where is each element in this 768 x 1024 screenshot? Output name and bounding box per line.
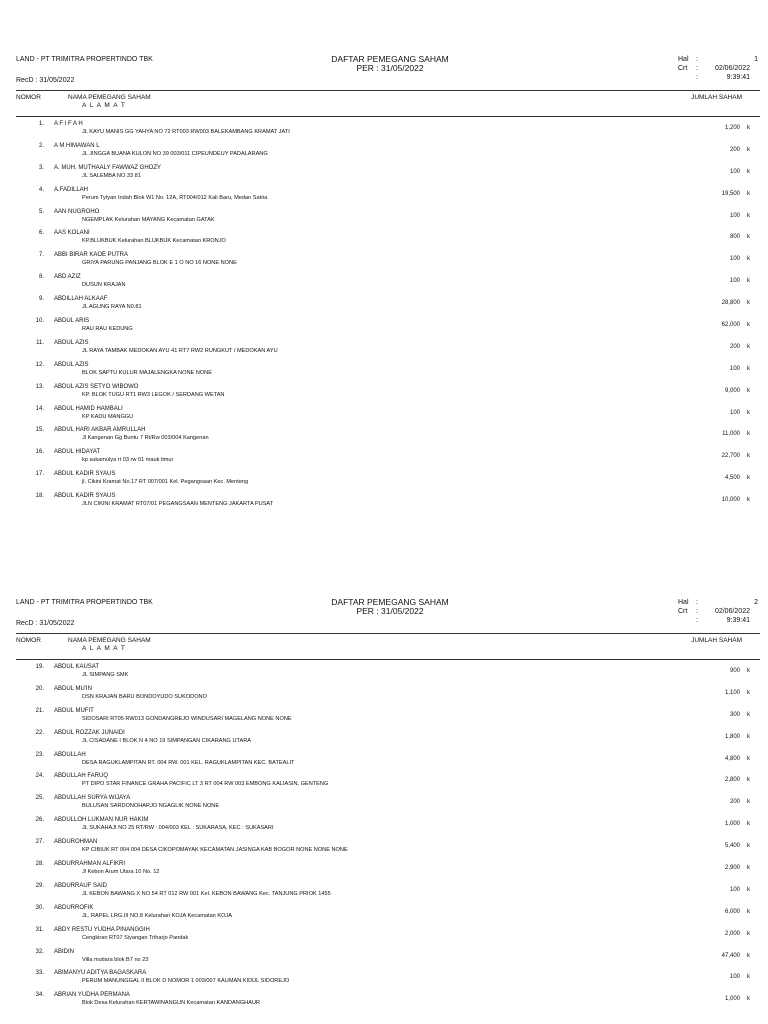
share-quantity: 900 <box>729 668 740 674</box>
shareholder-address: KP.BLUKBUK Kelurahan BLUKBUK Kecamatan KRONJO <box>82 238 226 245</box>
shareholder-name: ABDUROHMAN <box>54 839 98 846</box>
share-quantity: 1,200 <box>724 125 740 131</box>
shareholder-name: ABDUL KAUSAT <box>54 664 100 670</box>
share-quantity: 200 <box>729 799 740 806</box>
share-unit: k <box>747 409 750 416</box>
company-name: LAND - PT TRIMITRA PROPERTINDO TBK <box>16 56 153 63</box>
share-quantity: 47,400 <box>721 952 740 959</box>
share-quantity: 4,800 <box>724 755 740 762</box>
shareholder-name: A F I F A H <box>54 121 83 127</box>
share-quantity: 1,000 <box>724 821 740 828</box>
share-unit: k <box>747 668 750 674</box>
row-number: 2. <box>38 142 44 149</box>
shareholder-address: JL JINGGA BUANA KULON NO 39 003/011 CIPEUNDEUY PADALARANG <box>82 150 268 157</box>
shareholder-list <box>0 116 768 514</box>
row-number: 14. <box>35 405 44 412</box>
table-row <box>0 339 768 361</box>
shareholder-name: ABDURROFIK <box>54 904 94 911</box>
shareholder-name: ABDURRAUF SAID <box>54 882 108 889</box>
row-number: 13. <box>35 383 44 390</box>
shareholder-address: BULUSAN SARDONOHARJO NGAGLIK NONE NONE <box>82 803 220 810</box>
table-row <box>0 383 768 405</box>
share-quantity: 800 <box>729 234 740 241</box>
shareholder-name: ABDUL MUFIT <box>54 707 94 714</box>
shareholder-name: ABDUL AZIS <box>54 361 89 368</box>
shareholder-name: AAN NUGROHO <box>54 208 100 215</box>
share-unit: k <box>747 431 750 438</box>
created-date: 02/06/2022 <box>714 608 750 615</box>
share-unit: k <box>747 755 750 762</box>
crt-colon: : <box>696 65 698 72</box>
time-colon: : <box>696 74 698 81</box>
created-date: 02/06/2022 <box>714 65 750 72</box>
page-number: 2 <box>754 599 758 606</box>
table-row <box>0 794 768 816</box>
row-number: 3. <box>38 164 44 171</box>
row-number: 26. <box>35 817 44 824</box>
table-row <box>0 685 768 707</box>
shareholder-name: ABDUL AZIS SETYO WIBOWO <box>54 383 139 390</box>
crt-label: Crt <box>678 608 688 615</box>
row-number: 24. <box>35 773 44 780</box>
shareholder-address: JL KAYU MANIS GG YAHYA NO 72 RT003 RW003 BALEKAMBANG KRAMAT JATI <box>82 129 290 135</box>
share-quantity: 2,800 <box>724 777 740 784</box>
table-row <box>0 426 768 448</box>
row-number: 19. <box>35 664 44 670</box>
share-quantity: 1,800 <box>724 733 740 740</box>
hal-label: Hal <box>678 56 689 63</box>
shareholder-address: PT DIPO STAR FINANCE GRAHA PACIFIC LT 3 RT 004 RW 003 EMBONG KALIASIN, GENTENG <box>82 781 329 788</box>
row-number: 7. <box>38 252 44 259</box>
hal-label: Hal <box>678 599 689 606</box>
share-quantity: 1,000 <box>724 996 740 1003</box>
shareholder-name: ABDY RESTU YUDHA PINANGGIH <box>54 926 150 933</box>
shareholder-name: ABDULLAH <box>54 751 86 758</box>
shareholder-address: JL AGUNG RAYA N0.81 <box>82 304 142 311</box>
table-row <box>0 729 768 751</box>
shareholder-address: Perum Tytyan Indah Blok W1 No. 12A, RT004/012 Kali Baru, Medan Satria <box>82 194 268 201</box>
table-row <box>0 164 768 186</box>
row-number: 11. <box>36 339 44 346</box>
share-quantity: 100 <box>729 212 740 219</box>
shareholder-name: ABDUL KADIR SYAUS <box>54 471 116 478</box>
table-row <box>0 948 768 970</box>
time-colon: : <box>696 617 698 624</box>
shareholder-address: Villa mutiara blok B7 no 23 <box>82 956 149 963</box>
shareholder-name: ABDUL KADIR SYAUS <box>54 493 116 500</box>
record-date: RecD : 31/05/2022 <box>16 620 75 627</box>
share-quantity: 10,000 <box>721 497 740 504</box>
row-number: 23. <box>35 751 44 758</box>
shareholder-address: JL KEBON BAWANG X NO.54 RT 012 RW 001 Kel. KEBON BAWANG Kec. TANJUNG PRIOK 1455 <box>82 890 331 897</box>
share-unit: k <box>747 125 750 131</box>
share-unit: k <box>747 453 750 460</box>
share-quantity: 100 <box>729 278 740 285</box>
row-number: 33. <box>35 970 44 977</box>
share-quantity: 4,500 <box>724 475 740 482</box>
share-quantity: 1,100 <box>724 689 740 696</box>
report-title <box>290 55 490 73</box>
shareholder-address: JL SALEMBA NO 33 81 <box>82 172 141 179</box>
shareholder-address: JL. RAPEL LRG.III NO.8 Kelurahan KOJA Kecamatan KOJA <box>82 912 232 919</box>
share-quantity: 5,400 <box>724 843 740 850</box>
row-number: 25. <box>35 795 44 802</box>
shareholder-address: JL RAYA TAMBAK MEDOKAN AYU 41 RT7 RW2 RUNGKUT / MEDOKAN AYU <box>82 347 278 354</box>
report-page-1 <box>0 52 768 514</box>
table-row <box>0 208 768 230</box>
row-number: 34. <box>35 992 44 999</box>
share-quantity: 9,000 <box>724 387 740 394</box>
share-quantity: 200 <box>729 343 740 350</box>
table-row <box>0 251 768 273</box>
col-nomor: NOMOR <box>16 637 41 644</box>
shareholder-name: ABDULLAH SURYA WIJAYA <box>54 795 131 802</box>
row-number: 22. <box>35 729 44 736</box>
col-nama: NAMA PEMEGANG SAHAM <box>68 637 151 644</box>
share-unit: k <box>747 190 750 197</box>
shareholder-address: kp sukamulya rt 03 rw 01 mauk timur <box>82 457 174 464</box>
shareholder-name: A M HIMAWAN L <box>54 142 100 149</box>
row-number: 16. <box>35 449 44 456</box>
share-quantity: 22,700 <box>721 453 740 460</box>
column-headers <box>0 90 768 116</box>
table-row <box>0 882 768 904</box>
share-unit: k <box>747 865 750 872</box>
table-row <box>0 295 768 317</box>
share-quantity: 100 <box>729 974 740 981</box>
share-unit: k <box>747 256 750 263</box>
share-unit: k <box>747 365 750 372</box>
shareholder-name: ABDULLAH FARUQ <box>54 773 109 780</box>
hal-colon: : <box>696 599 698 606</box>
shareholder-name: ABDUL HARI AKBAR AMRULLAH <box>54 427 146 434</box>
row-number: 27. <box>35 839 44 846</box>
row-number: 17. <box>35 471 44 478</box>
row-number: 6. <box>38 230 44 237</box>
row-number: 32. <box>35 948 44 955</box>
share-quantity: 6,000 <box>724 908 740 915</box>
share-unit: k <box>747 733 750 740</box>
crt-label: Crt <box>678 65 688 72</box>
shareholder-name: ABDUL ROZZAK JUNAIDI <box>54 729 125 736</box>
share-quantity: 200 <box>729 146 740 153</box>
table-row <box>0 816 768 838</box>
table-row <box>0 838 768 860</box>
row-number: 20. <box>35 685 44 692</box>
shareholder-address: KP. BLOK TUGU RT1 RW3 LEGOK / SERDANG WETAN <box>82 391 225 398</box>
row-number: 12. <box>35 361 44 368</box>
share-unit: k <box>747 799 750 806</box>
share-unit: k <box>747 343 750 350</box>
created-time: 9:39:41 <box>726 617 750 624</box>
row-number: 4. <box>38 186 44 193</box>
share-unit: k <box>747 996 750 1003</box>
shareholder-name: ABDILLAH ALKAAF <box>54 296 108 303</box>
share-unit: k <box>747 234 750 241</box>
share-quantity: 100 <box>729 409 740 416</box>
row-number: 21. <box>35 707 44 714</box>
share-unit: k <box>747 689 750 696</box>
share-quantity: 28,800 <box>721 300 740 307</box>
table-row <box>0 229 768 251</box>
shareholder-address: Cengkiran RT07 Siyangan Triharjo Pandak <box>82 934 189 941</box>
report-period: PER : 31/05/2022 <box>356 606 424 616</box>
share-quantity: 2,000 <box>724 930 740 937</box>
shareholder-address: DUSUN KRAJAN <box>82 282 126 289</box>
share-unit: k <box>747 497 750 504</box>
column-headers <box>0 633 768 659</box>
shareholder-address: DESA RAGUKLAMPITAN RT. 004 RW. 001 KEL. RAGUKLAMPITAN KEC. BATEALIT <box>82 759 295 766</box>
share-unit: k <box>747 300 750 307</box>
table-row <box>0 904 768 926</box>
row-number: 10. <box>35 318 44 325</box>
shareholder-address: BLOK SAPTU KULUR MAJALENGKA NONE NONE <box>82 369 212 376</box>
share-quantity: 100 <box>729 886 740 893</box>
table-row <box>0 448 768 470</box>
row-number: 9. <box>38 296 44 303</box>
table-row <box>0 120 768 142</box>
share-unit: k <box>747 843 750 850</box>
shareholder-address: SIDOSARI RT05 RW013 GONDANGREJO WINDUSARI MAGELANG NONE NONE <box>82 715 292 722</box>
shareholder-name: AAS KOLANI <box>54 230 90 237</box>
row-number: 8. <box>38 274 44 281</box>
table-row <box>0 317 768 339</box>
shareholder-address: Jl Kangenan Gg Buntu 7 Rt/Rw 003/004 Kangenan <box>82 435 209 442</box>
table-row <box>0 751 768 773</box>
shareholder-name: ABD AZIZ <box>54 274 81 281</box>
shareholder-address: JL SUKAHAJI NO 25 RT/RW : 004/003 KEL : SUKARASA, KEC : SUKASARI <box>82 825 274 832</box>
shareholder-name: ABDULLOH LUKMAN NUR HAKIM <box>54 817 149 824</box>
share-unit: k <box>747 475 750 482</box>
share-unit: k <box>747 146 750 153</box>
share-unit: k <box>747 930 750 937</box>
share-quantity: 300 <box>729 711 740 718</box>
share-quantity: 100 <box>729 365 740 372</box>
table-row <box>0 860 768 882</box>
share-unit: k <box>747 387 750 394</box>
shareholder-address: NGEMPLAK Kelurahan MAYANG Kecamatan GATAK <box>82 216 215 223</box>
shareholder-address: DSN KRAJAN BARU BONDOYUDO SUKODONO <box>82 693 207 700</box>
report-meta <box>678 598 758 625</box>
row-number: 5. <box>38 208 44 215</box>
shareholder-name: ABRIAN YUDHA PERMANA <box>54 992 130 999</box>
table-row <box>0 361 768 383</box>
page-number: 1 <box>754 56 758 63</box>
shareholder-name: ABBI BIRAR KAOE PUTRA <box>54 252 129 259</box>
row-number: 31. <box>35 926 44 933</box>
shareholder-name: ABDUL HIDAYAT <box>54 449 101 456</box>
table-row <box>0 405 768 427</box>
table-row <box>0 273 768 295</box>
company-name: LAND - PT TRIMITRA PROPERTINDO TBK <box>16 599 153 606</box>
shareholder-name: A.FADILLAH <box>54 186 89 193</box>
report-meta <box>678 55 758 82</box>
report-title <box>290 598 490 616</box>
shareholder-name: ABIDIN <box>54 948 75 955</box>
row-number: 28. <box>35 861 44 868</box>
shareholder-address: KP CIBIUK RT 004 004 DESA CIKOPOMAYAK KECAMATAN JASINGA KAB BOGOR NONE NONE NONE <box>82 847 348 854</box>
share-quantity: 2,900 <box>724 865 740 872</box>
hal-colon: : <box>696 56 698 63</box>
report-title-text: DAFTAR PEMEGANG SAHAM <box>331 597 449 607</box>
share-unit: k <box>747 212 750 219</box>
row-number: 30. <box>35 904 44 911</box>
share-unit: k <box>747 278 750 285</box>
row-number: 29. <box>35 882 44 889</box>
share-unit: k <box>747 322 750 329</box>
shareholder-address: RAU RAU KEDUNG <box>82 326 133 333</box>
row-number: 18. <box>35 493 44 500</box>
col-alamat: A L A M A T <box>82 645 126 652</box>
shareholder-name: ABDUL AZIS <box>54 339 89 346</box>
table-row <box>0 663 768 685</box>
shareholder-address: Jl Kebon Arum Utara 10 No. 12 <box>82 869 160 876</box>
shareholder-name: ABDUL HAMID HAMBALI <box>54 405 123 412</box>
row-number: 15. <box>35 427 44 434</box>
col-nomor: NOMOR <box>16 94 41 101</box>
shareholder-name: ABDURRAHMAN ALFIKRI <box>54 861 126 868</box>
share-unit: k <box>747 952 750 959</box>
share-quantity: 100 <box>729 256 740 263</box>
shareholder-address: KP KADU MANGGU <box>82 413 134 420</box>
table-row <box>0 991 768 1013</box>
share-quantity: 100 <box>729 168 740 175</box>
share-quantity: 62,000 <box>721 322 740 329</box>
shareholder-address: JL SIMPANG SMK <box>82 672 129 678</box>
row-number: 1. <box>38 121 44 127</box>
report-period: PER : 31/05/2022 <box>356 63 424 73</box>
share-unit: k <box>747 711 750 718</box>
created-time: 9:39:41 <box>726 74 750 81</box>
col-jumlah: JUMLAH SAHAM <box>691 637 742 644</box>
report-title-text: DAFTAR PEMEGANG SAHAM <box>331 54 449 64</box>
table-row <box>0 969 768 991</box>
record-date: RecD : 31/05/2022 <box>16 77 75 84</box>
table-row <box>0 142 768 164</box>
table-row <box>0 707 768 729</box>
col-alamat: A L A M A T <box>82 102 126 109</box>
table-row <box>0 492 768 514</box>
shareholder-name: ABDUL ARIS <box>54 318 90 325</box>
share-unit: k <box>747 821 750 828</box>
share-quantity: 19,500 <box>721 190 740 197</box>
report-page-2 <box>0 595 768 1013</box>
table-row <box>0 470 768 492</box>
share-unit: k <box>747 908 750 915</box>
col-jumlah: JUMLAH SAHAM <box>691 94 742 101</box>
share-unit: k <box>747 168 750 175</box>
shareholder-name: ABIMANYU ADITYA BAGASKARA <box>54 970 147 977</box>
report-header <box>0 52 768 90</box>
shareholder-address: JLN CIKINI KRAMAT RT07/01 PEGANGSAAN MENTENG JAKARTA PUSAT <box>82 501 274 508</box>
shareholder-list <box>0 659 768 1013</box>
share-quantity: 11,000 <box>722 431 740 438</box>
col-nama: NAMA PEMEGANG SAHAM <box>68 94 151 101</box>
report-header <box>0 595 768 633</box>
table-row <box>0 186 768 208</box>
table-row <box>0 772 768 794</box>
share-unit: k <box>747 974 750 981</box>
shareholder-address: jl. Cikini Kramat No.17 RT 007/001 Kel. Pegangsaan Kec. Menteng <box>82 479 249 486</box>
share-unit: k <box>747 777 750 784</box>
shareholder-address: Blok Desa Kelurahan KERTAWINANGUN Kecamatan KANDANGHAUR <box>82 1000 261 1007</box>
share-unit: k <box>747 886 750 893</box>
shareholder-name: A. MUH. MUTHAALY FAWWAZ GHOZY <box>54 164 162 171</box>
shareholder-address: JL CISADANE I BLOK N 4 NO 19 SIMPANGAN CIKARANG UTARA <box>82 737 251 744</box>
shareholder-address: GRIYA PARUNG PANJANG BLOK E 1 O NO 16 NONE NONE <box>82 260 237 267</box>
shareholder-name: ABDUL MU'IN <box>54 685 92 692</box>
shareholder-address: PERUM MANUNGGAL II BLOK D NOMOR 1 003/007 KAUMAN KIDUL SIDOREJO <box>82 978 290 985</box>
crt-colon: : <box>696 608 698 615</box>
table-row <box>0 926 768 948</box>
